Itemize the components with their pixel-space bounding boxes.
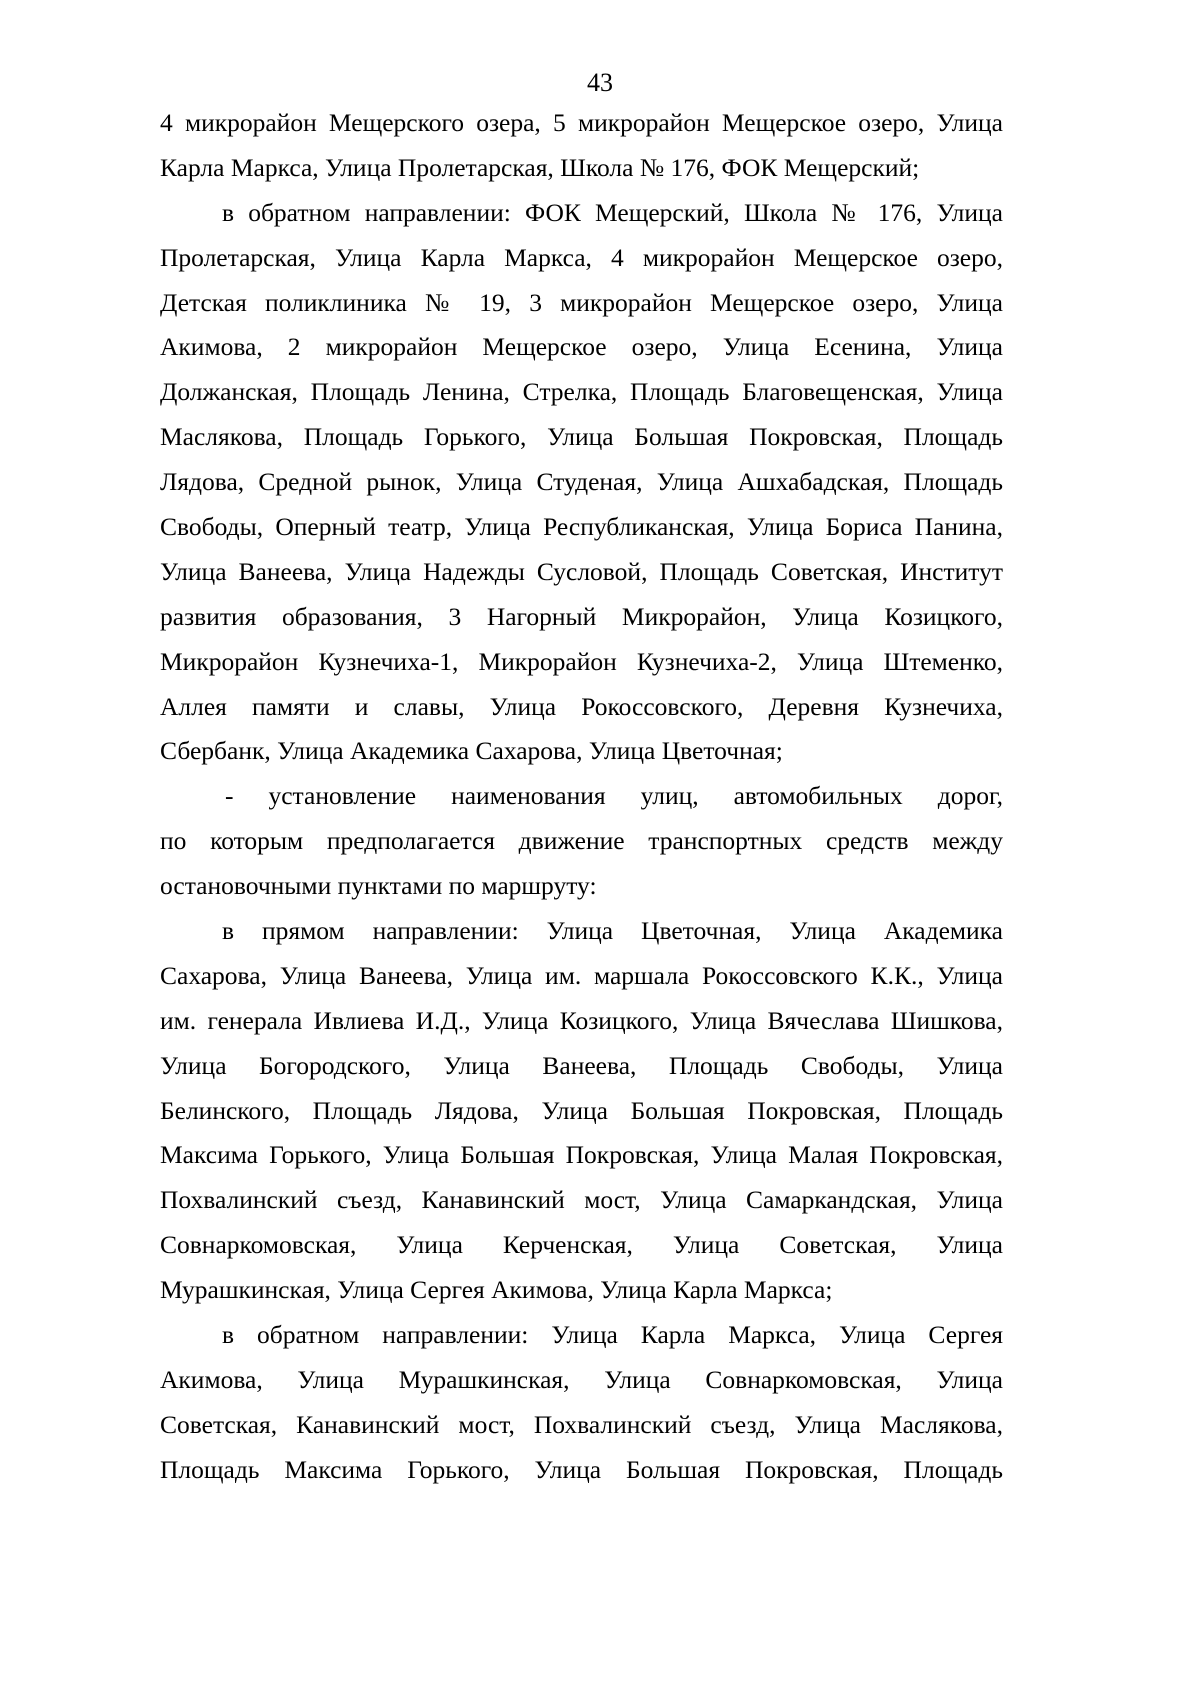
text-line: Площадь Максима Горького, Улица Большая Покровская, Площадь [160, 1454, 1003, 1484]
text-line: Аллея памяти и славы, Улица Рокоссовского, Деревня Кузнечиха, [160, 691, 1003, 721]
text-line: Максима Горького, Улица Большая Покровская, Улица Малая Покровская, [160, 1140, 1003, 1170]
text-line: Пролетарская, Улица Карла Маркса, 4 микрорайон Мещерское озеро, [160, 242, 1003, 272]
paragraph [160, 909, 1003, 1313]
text-line: остановочными пунктами по маршруту: [160, 871, 597, 901]
text-line: Улица Ванеева, Улица Надежды Сусловой, Площадь Советская, Институт [160, 556, 1003, 586]
text-line: Микрорайон Кузнечиха-1, Микрорайон Кузнечиха-2, Улица Штеменко, [160, 646, 1003, 676]
text-line: развития образования, 3 Нагорный Микрорайон, Улица Козицкого, [160, 601, 1003, 631]
text-line: Советская, Канавинский мост, Похвалинский съезд, Улица Маслякова, [160, 1409, 1003, 1439]
document-body [160, 101, 1003, 1493]
page-number: 43 [587, 68, 613, 97]
text-line: Детская поликлиника № 19, 3 микрорайон Мещерское озеро, Улица [160, 287, 1003, 317]
text-line: в обратном направлении: ФОК Мещерский, Школа № 176, Улица [222, 197, 1003, 227]
text-line: Совнаркомовская, Улица Керченская, Улица Советская, Улица [160, 1230, 1003, 1260]
paragraph [160, 101, 1003, 191]
text-line: Должанская, Площадь Ленина, Стрелка, Площадь Благовещенская, Улица [160, 377, 1003, 407]
text-line: 4 микрорайон Мещерского озера, 5 микрорайон Мещерское озеро, Улица [160, 108, 1003, 137]
text-line: Сахарова, Улица Ванеева, Улица им. маршала Рокоссовского К.К., Улица [160, 960, 1003, 990]
paragraph [160, 774, 1003, 909]
text-line: в прямом направлении: Улица Цветочная, Улица Академика [222, 916, 1003, 946]
text-line: Маслякова, Площадь Горького, Улица Большая Покровская, Площадь [160, 422, 1003, 452]
paragraph [160, 1313, 1003, 1493]
text-line: Белинского, Площадь Лядова, Улица Большая Покровская, Площадь [160, 1095, 1003, 1125]
text-line: Лядова, Средной рынок, Улица Студеная, Улица Ашхабадская, Площадь [160, 467, 1003, 497]
text-line: Улица Богородского, Улица Ванеева, Площадь Свободы, Улица [160, 1050, 1003, 1080]
text-line: Похвалинский съезд, Канавинский мост, Улица Самаркандская, Улица [160, 1185, 1003, 1215]
text-line: Карла Маркса, Улица Пролетарская, Школа № 176, ФОК Мещерский; [160, 152, 920, 182]
text-line: Мурашкинская, Улица Сергея Акимова, Улица Карла Маркса; [160, 1275, 833, 1305]
text-line: в обратном направлении: Улица Карла Маркса, Улица Сергея [222, 1320, 1003, 1350]
text-line: Сбербанк, Улица Академика Сахарова, Улица Цветочная; [160, 736, 783, 766]
text-line: Акимова, 2 микрорайон Мещерское озеро, Улица Есенина, Улица [160, 332, 1003, 362]
text-line: - установление наименования улиц, автомобильных дорог, [225, 781, 1003, 811]
text-line: им. генерала Ивлиева И.Д., Улица Козицкого, Улица Вячеслава Шишкова, [160, 1005, 1003, 1035]
text-line: Свободы, Оперный театр, Улица Республиканская, Улица Бориса Панина, [160, 512, 1003, 542]
paragraph [160, 191, 1003, 775]
text-line: Акимова, Улица Мурашкинская, Улица Совнаркомовская, Улица [160, 1364, 1003, 1394]
text-line: по которым предполагается движение транспортных средств между [160, 826, 1003, 856]
